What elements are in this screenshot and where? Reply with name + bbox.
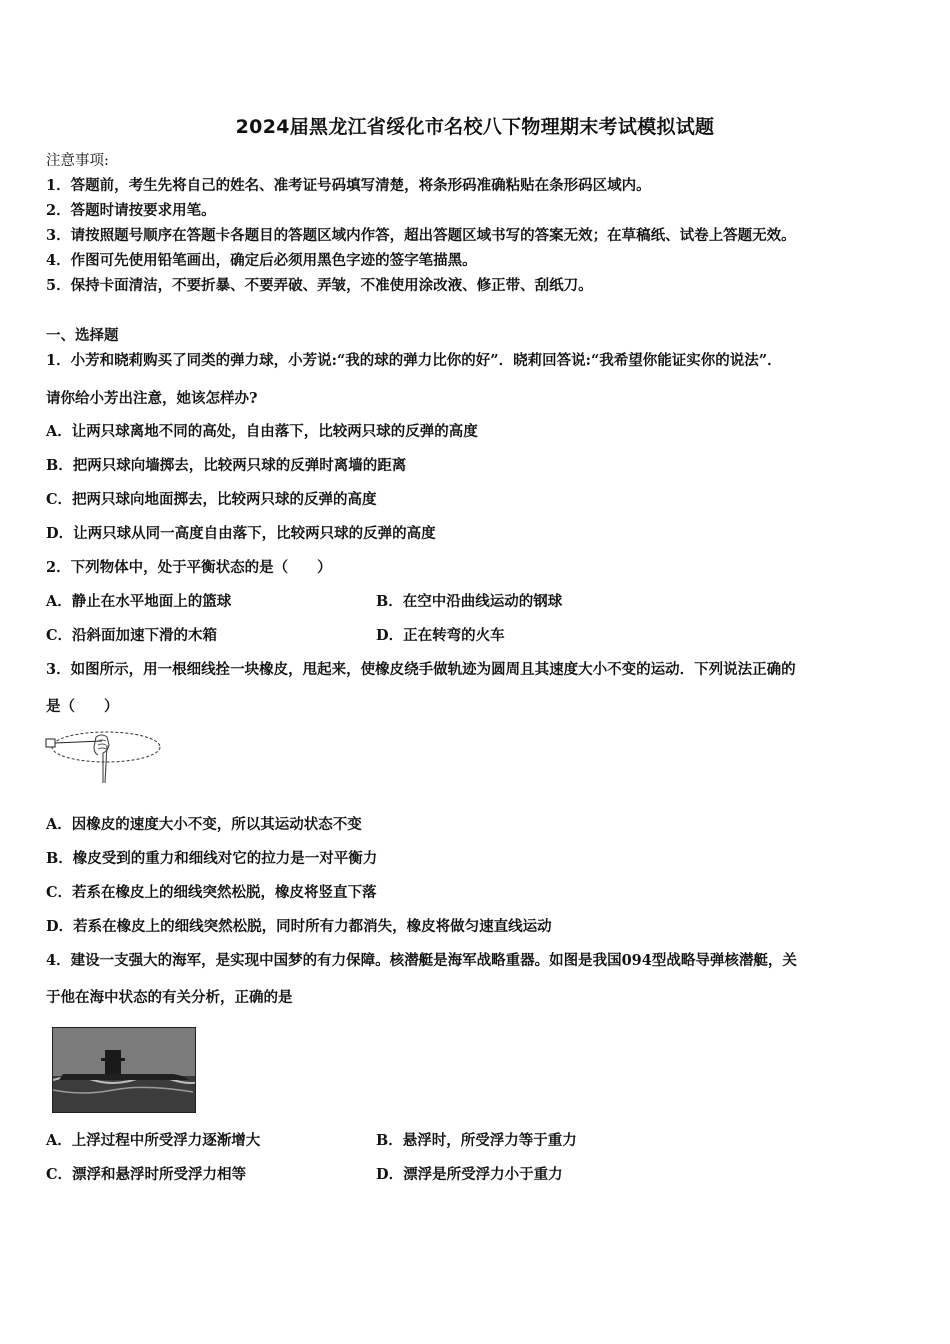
q1-option-d: D．让两只球从同一高度自由落下，比较两只球的反弹的高度: [46, 525, 436, 542]
notice-item-3: 3．请按照题号顺序在答题卡各题目的答题区域内作答，超出答题区域书写的答案无效；在草稿纸、试卷上答题无效。: [46, 227, 796, 244]
q3-option-c: C．若系在橡皮上的细线突然松脱，橡皮将竖直下落: [46, 884, 377, 901]
page-title: 2024届黑龙江省绥化市名校八下物理期末考试模拟试题: [235, 116, 715, 138]
q3-option-a: A．因橡皮的速度大小不变，所以其运动状态不变: [46, 816, 362, 833]
notice-item-5: 5．保持卡面清洁，不要折暴、不要弄破、弄皱，不准使用涂改液、修正带、刮纸刀。: [46, 277, 593, 294]
q3-option-b: B．橡皮受到的重力和细线对它的拉力是一对平衡力: [46, 850, 378, 867]
q2-stem: 2．下列物体中，处于平衡状态的是（ ）: [46, 559, 332, 576]
q2-option-d: D．正在转弯的火车: [376, 627, 505, 644]
q4-stem-line1: 4．建设一支强大的海军，是实现中国梦的有力保障。核潜艇是海军战略重器。如图是我国094型战略导弹核潜艇，关: [46, 952, 797, 969]
q4-option-b: B．悬浮时，所受浮力等于重力: [376, 1132, 577, 1149]
notice-item-4: 4．作图可先使用铅笔画出，确定后必须用黑色字迹的签字笔描黑。: [46, 252, 477, 269]
section-heading: 一、选择题: [46, 327, 119, 344]
q1-stem-line1: 1．小芳和晓莉购买了同类的弹力球，小芳说:“我的球的弹力比你的好”．晓莉回答说:“我希望你能证实你的说法”．: [46, 352, 782, 369]
submarine-photo: [52, 1027, 196, 1113]
q1-stem-line2: 请你给小芳出注意，她该怎样办?: [46, 390, 258, 407]
submarine-silhouette: [53, 1028, 195, 1112]
rubber-spin-figure: [44, 727, 164, 793]
q1-option-b: B．把两只球向墙掷去，比较两只球的反弹时离墙的距离: [46, 457, 407, 474]
q2-option-c: C．沿斜面加速下滑的木箱: [46, 627, 218, 644]
q2-option-a: A．静止在水平地面上的篮球: [46, 593, 232, 610]
q4-option-d: D．漂浮是所受浮力小于重力: [376, 1166, 563, 1183]
q4-option-c: C．漂浮和悬浮时所受浮力相等: [46, 1166, 247, 1183]
q3-option-d: D．若系在橡皮上的细线突然松脱，同时所有力都消失，橡皮将做匀速直线运动: [46, 918, 552, 935]
q1-option-a: A．让两只球离地不同的高处，自由落下，比较两只球的反弹的高度: [46, 423, 478, 440]
q4-stem-line2: 于他在海中状态的有关分析，正确的是: [46, 989, 293, 1006]
notice-heading: 注意事项:: [46, 153, 109, 169]
q3-stem-line1: 3．如图所示，用一根细线拴一块橡皮，甩起来，使橡皮绕手做轨迹为圆周且其速度大小不变的运动．下列说法正确的: [46, 661, 796, 678]
q3-stem-line2: 是（ ）: [46, 698, 119, 715]
q2-option-b: B．在空中沿曲线运动的钢球: [376, 593, 563, 610]
q4-option-a: A．上浮过程中所受浮力逐渐增大: [46, 1132, 261, 1149]
notice-item-2: 2．答题时请按要求用笔。: [46, 202, 216, 219]
notice-item-1: 1．答题前，考生先将自己的姓名、准考证号码填写清楚，将条形码准确粘贴在条形码区域内。: [46, 177, 651, 194]
q1-option-c: C．把两只球向地面掷去，比较两只球的反弹的高度: [46, 491, 377, 508]
